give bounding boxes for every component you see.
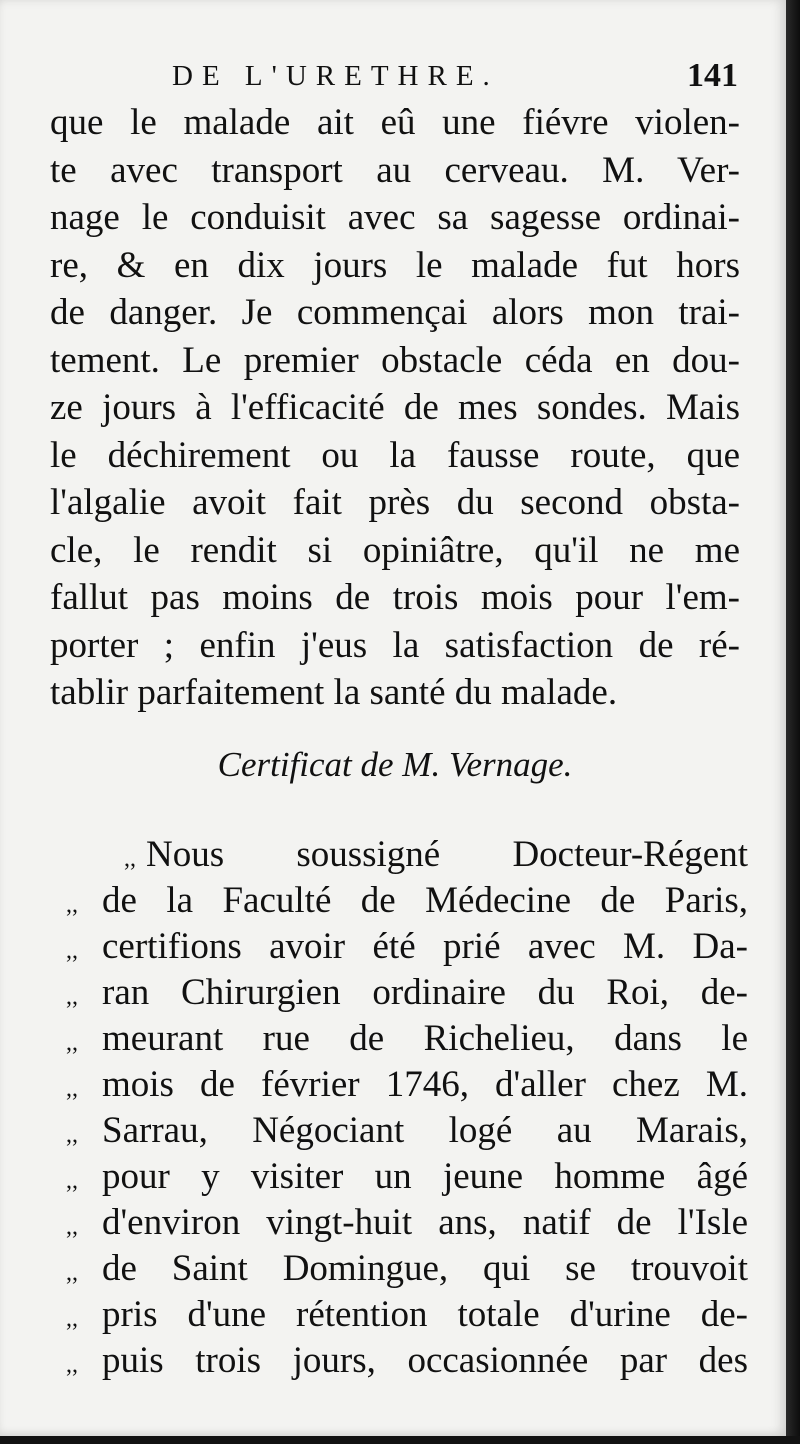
certificate-line-text: de la Faculté de Médecine de Paris, (102, 880, 748, 921)
certificate-line-text: certifions avoir été prié avec M. Da- (102, 926, 748, 967)
page-header (48, 54, 740, 98)
certificate-line (66, 1108, 748, 1154)
quote-mark: ,, (66, 1260, 78, 1286)
certificate-line (66, 970, 748, 1016)
text-line: cle, le rendit si opiniâtre, qu'il ne me (50, 529, 740, 571)
quote-mark: ,, (66, 1306, 78, 1332)
certificate-line (66, 878, 748, 924)
quote-mark: ,, (66, 1214, 78, 1240)
certificate-line (66, 1016, 748, 1062)
certificate-line (66, 1154, 748, 1200)
text-line: fallut pas moins de trois mois pour l'em- (50, 577, 740, 618)
certificate-line (66, 1200, 748, 1246)
quote-mark: ,, (66, 1122, 78, 1148)
certificate-text (66, 832, 748, 1384)
running-head: DE L'URETHRE. (172, 60, 499, 92)
certificate-line (66, 924, 748, 970)
quote-mark: ,, (66, 892, 78, 918)
text-line: te avec transport au cerveau. M. Ver- (50, 149, 740, 191)
text-line: le déchirement ou la fausse route, que (50, 434, 740, 476)
page-edge-shadow (786, 0, 800, 1444)
section-heading: Certificat de M. Vernage. (217, 745, 573, 784)
quote-mark: ,, (124, 846, 136, 872)
certificate-line-text: puis trois jours, occasionnée par des (102, 1340, 748, 1381)
text-line: porter ; enfin j'eus la satisfaction de ré- (50, 624, 740, 666)
quote-mark: ,, (66, 984, 78, 1010)
text-line: re, & en dix jours le malade fut hors (50, 244, 740, 286)
text-line: l'algalie avoit fait près du second obsta- (50, 482, 740, 523)
certificate-line-text: Sarrau, Négociant logé au Marais, (102, 1110, 748, 1151)
certificate-line-text: meurant rue de Richelieu, dans le (102, 1018, 748, 1059)
text-line: de danger. Je commençai alors mon trai- (50, 292, 740, 333)
quote-mark: ,, (66, 1352, 78, 1378)
certificate-line-text: mois de février 1746, d'aller chez M. (102, 1064, 748, 1105)
certificate-line (66, 832, 748, 878)
page-bottom-edge (0, 1436, 800, 1444)
certificate-line-text: de Saint Domingue, qui se trouvoit (102, 1248, 748, 1289)
quote-mark: ,, (66, 1076, 78, 1102)
certificate-line (66, 1292, 748, 1338)
certificate-line (66, 1246, 748, 1292)
text-line: ze jours à l'efficacité de mes sondes. Mais (50, 387, 740, 428)
quote-mark: ,, (66, 1168, 78, 1194)
page-number: 141 (687, 57, 738, 94)
certificate-line (66, 1062, 748, 1108)
text-line: tement. Le premier obstacle céda en dou- (50, 339, 740, 381)
text-line: que le malade ait eû une fiévre violen- (50, 102, 740, 143)
certificate-line-text: d'environ vingt-huit ans, natif de l'Isle (102, 1202, 748, 1243)
certificate-line-text: pour y visiter un jeune homme âgé (102, 1156, 748, 1197)
quote-mark: ,, (66, 1030, 78, 1056)
text-line: nage le conduisit avec sa sagesse ordinai- (50, 197, 740, 238)
body-paragraph (50, 99, 740, 717)
certificate-line-text: Nous soussigné Docteur-Régent (146, 834, 748, 875)
text-line: tablir parfaitement la santé du malade. (50, 672, 618, 713)
certificate-line-text: ran Chirurgien ordinaire du Roi, de- (102, 972, 748, 1013)
certificate-line (66, 1338, 748, 1384)
quote-mark: ,, (66, 938, 78, 964)
certificate-line-text: pris d'une rétention totale d'urine de- (102, 1294, 748, 1335)
